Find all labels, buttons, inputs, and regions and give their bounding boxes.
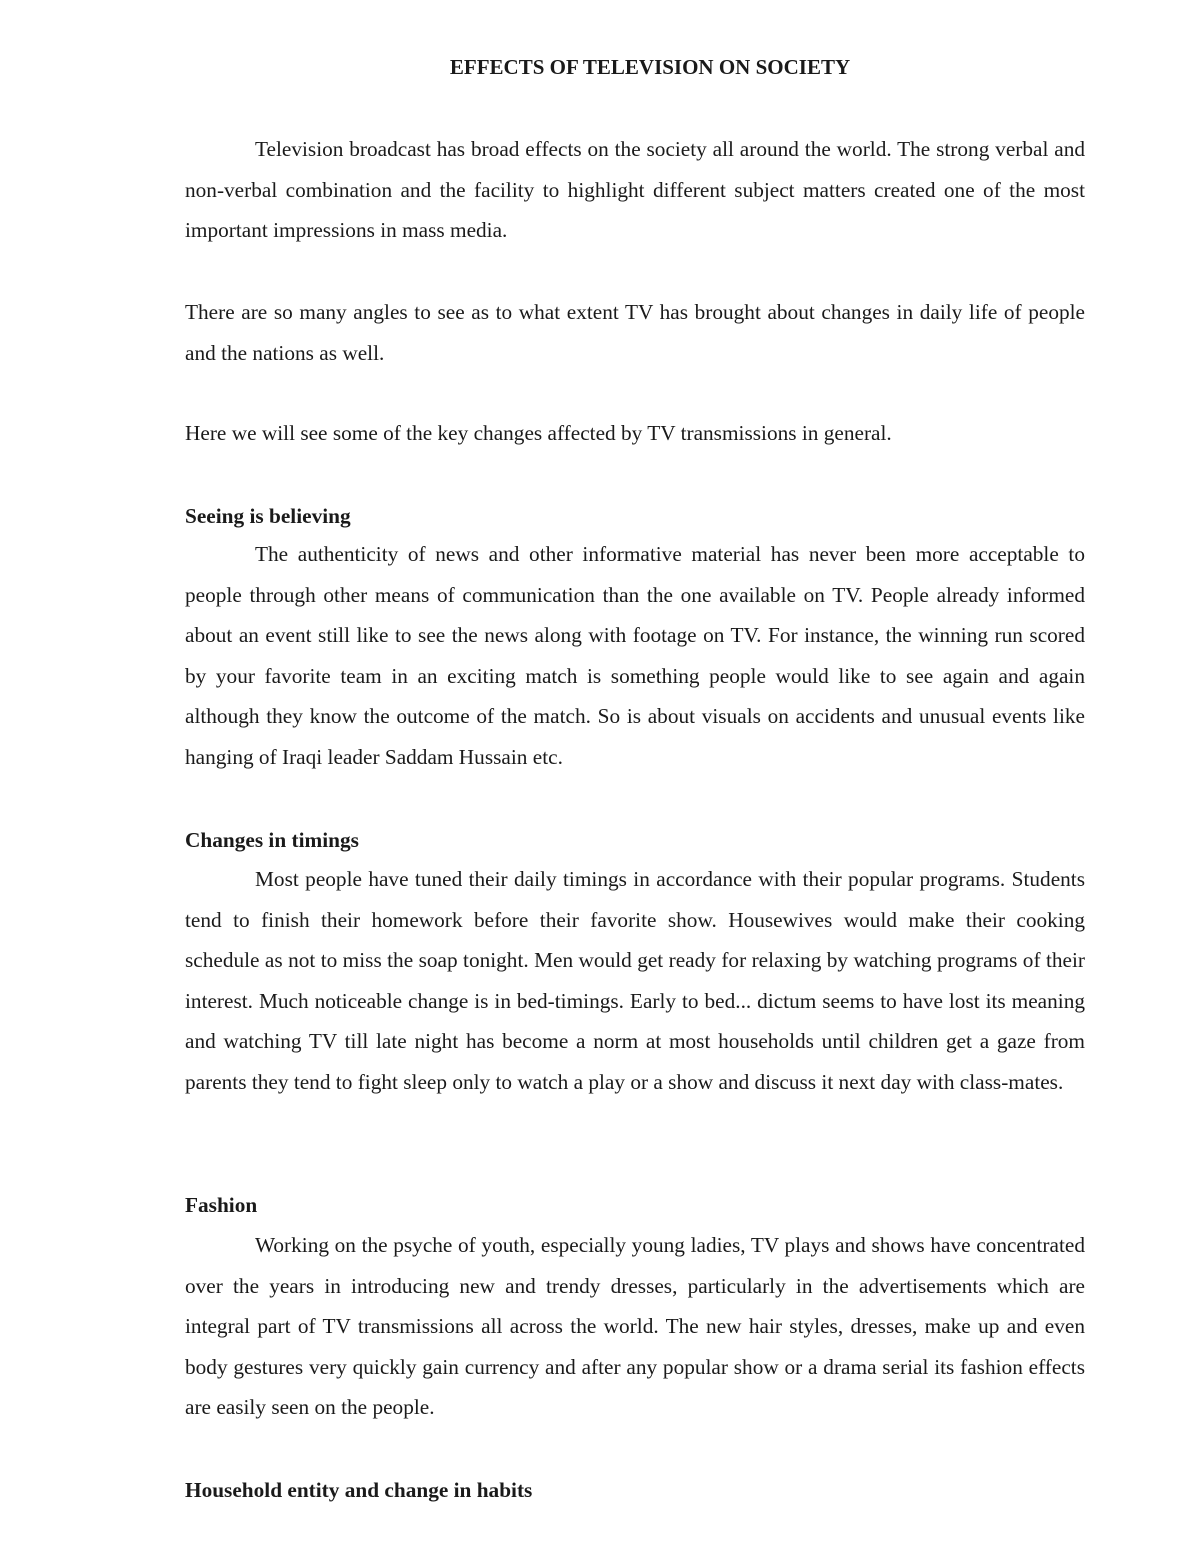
section-heading-seeing-is-believing: Seeing is believing: [185, 504, 351, 528]
document-title: EFFECTS OF TELEVISION ON SOCIETY: [449, 55, 851, 79]
section-heading-changes-in-timings: Changes in timings: [185, 828, 359, 852]
section-body-seeing-is-believing: The authenticity of news and other informative material has never been more acceptable to people through other means of communication than the one available on TV. People already informed about an event still like to see the news along with footage on TV. For instance, the winning run scored by your favorite team in an exciting match is something people would like to see again and again although they know the outcome of the match. So is about visuals on accidents and unusual events like hanging of Iraqi leader Saddam Hussain etc.: [185, 542, 1085, 769]
section-body-fashion: Working on the psyche of youth, especially young ladies, TV plays and shows have concentrated over the years in introducing new and trendy dresses, particularly in the advertisements which are integral part of TV transmissions all across the world. The new hair styles, dresses, make up and even body gestures very quickly gain currency and after any popular show or a drama serial its fashion effects are easily seen on the people.: [185, 1233, 1085, 1419]
intro-paragraph-3: Here we will see some of the key changes affected by TV transmissions in general.: [185, 421, 892, 445]
section-heading-fashion: Fashion: [185, 1193, 258, 1217]
section-body-changes-in-timings: Most people have tuned their daily timings in accordance with their popular programs. Students tend to finish their homework before their favorite show. Housewives would make their cooking schedule as not to miss the soap tonight. Men would get ready for relaxing by watching programs of their interest. Much noticeable change is in bed-timings. Early to bed... dictum seems to have lost its meaning and watching TV till late night has become a norm at most households until children get a gaze from parents they tend to fight sleep only to watch a play or a show and discuss it next day with class-mates.: [185, 867, 1085, 1094]
intro-paragraph-2: There are so many angles to see as to what extent TV has brought about changes in daily life of people and the nations as well.: [185, 300, 1085, 365]
section-heading-household-entity: Household entity and change in habits: [185, 1478, 533, 1502]
intro-paragraph-1: Television broadcast has broad effects on the society all around the world. The strong verbal and non-verbal combination and the facility to highlight different subject matters created one of the most important impressions in mass media.: [185, 137, 1085, 242]
